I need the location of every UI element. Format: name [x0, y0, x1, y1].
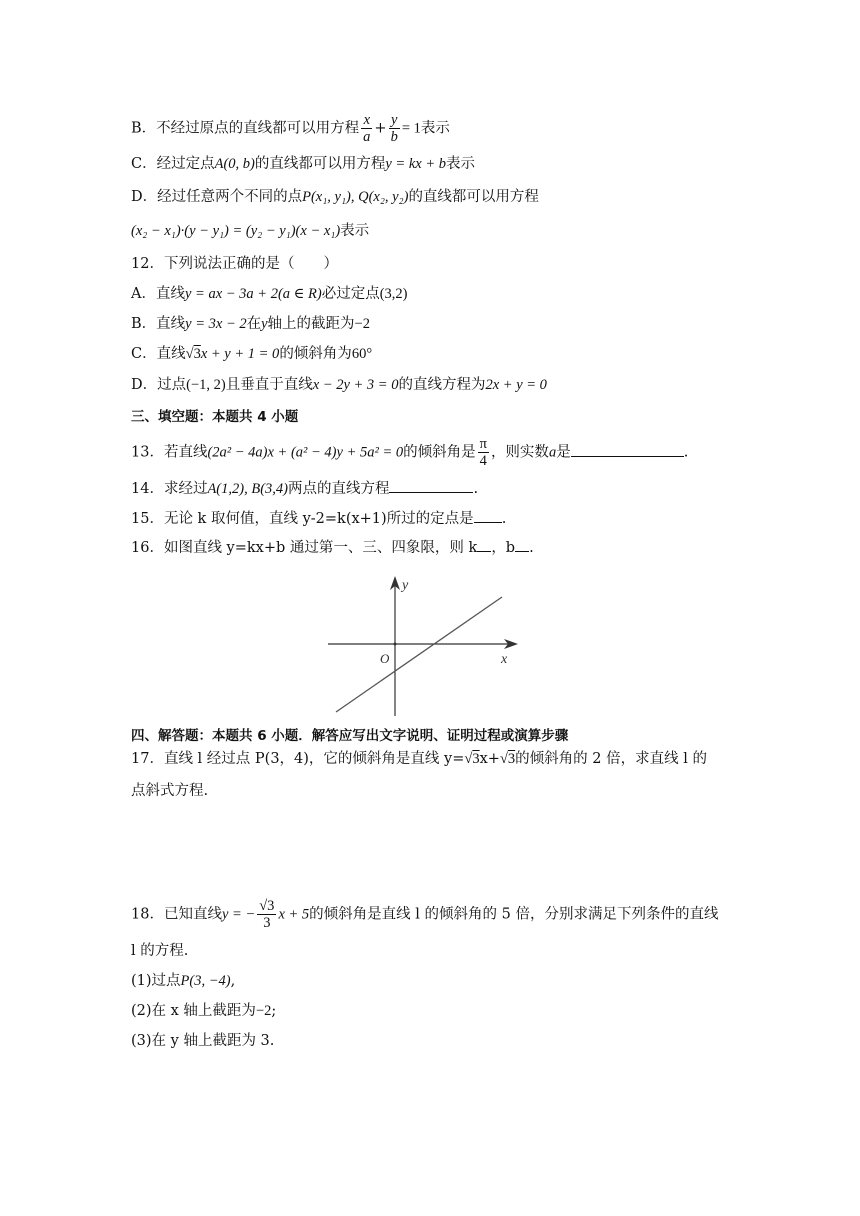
q18-item-1: (1)过点P(3, −4), — [131, 973, 236, 989]
line-y-kx-b — [336, 597, 502, 712]
answer-blank — [389, 478, 473, 493]
q11-option-d: D．经过任意两个不同的点P(x₁, y₁), Q(x₂, y₂)的直线都可以用方程 — [131, 189, 539, 205]
q17-line-1: 17．直线 l 经过点 P(3，4)，它的倾斜角是直线 y=√3x+√3的倾斜角的 2 倍，求直线 l 的 — [131, 751, 707, 767]
q18-item-2: (2)在 x 轴上截距为−2; — [131, 1003, 277, 1019]
q16: 16．如图直线 y=kx+b 通过第一、三、四象限，则 k ，b . — [131, 537, 534, 558]
fraction-sqrt3-over-3: $\frac{√3}{3}$ — [259, 898, 275, 931]
q13: 13．若直线(2a² − 4a)x + (a² − 4)y + 5a² = 0的倾斜角是 $\frac{\pi}{4}$ ，则实数a是 . — [131, 436, 689, 469]
fraction-y-over-b: $\frac{y}{b}$ — [390, 112, 398, 145]
q18-line-1: 18．已知直线y = − $\frac{√3}{3}$ x + 5的倾斜角是直线 l 的倾斜角的 5 倍，分别求满足下列条件的直线 — [131, 898, 719, 931]
q12-option-d: D．过点(−1, 2)且垂直于直线x − 2y + 3 = 0的直线方程为2x + y = 0 — [131, 377, 547, 393]
q18-item-3: (3)在 y 轴上截距为 3. — [131, 1033, 275, 1049]
q11-option-d-equation: (x₂ − x₁)·(y − y₁) = (y₂ − y₁)(x − x₁)表示 — [131, 223, 370, 239]
answer-blank — [571, 442, 684, 457]
origin-label: O — [380, 651, 390, 666]
answer-blank — [474, 508, 502, 523]
answer-blank — [515, 537, 529, 552]
q11-option-b: B．不经过原点的直线都可以用方程 $\frac{x}{a}$ + $\frac{y}{b}$ = 1表示 — [131, 112, 450, 145]
x-axis-label: x — [501, 652, 508, 667]
fraction-x-over-a: $\frac{x}{a}$ — [363, 112, 371, 145]
q12-stem: 12．下列说法正确的是（ ） — [131, 256, 338, 272]
section-3-heading: 三、填空题：本题共 4 小题 — [131, 409, 299, 425]
y-axis-label: y — [402, 578, 409, 593]
origin-point — [394, 643, 397, 646]
q14: 14．求经过A(1,2), B(3,4)两点的直线方程 . — [131, 478, 478, 499]
q12-option-c: C．直线√3x + y + 1 = 0的倾斜角为60° — [131, 346, 373, 362]
coordinate-figure — [322, 572, 532, 722]
q18-line-2: l 的方程. — [131, 943, 189, 959]
answer-blank — [477, 537, 491, 552]
q12-option-b: B．直线y = 3x − 2在y轴上的截距为−2 — [131, 316, 370, 332]
q15: 15．无论 k 取何值，直线 y-2=k(x+1)所过的定点是 . — [131, 508, 506, 529]
q11-option-c: C．经过定点A(0, b)的直线都可以用方程y = kx + b表示 — [131, 156, 476, 172]
q17-line-2: 点斜式方程. — [131, 783, 209, 799]
q12-option-a: A．直线y = ax − 3a + 2(a ∈ R)必过定点(3,2) — [131, 286, 408, 302]
section-4-heading: 四、解答题：本题共 6 小题．解答应写出文字说明、证明过程或演算步骤 — [131, 728, 569, 744]
fraction-pi-over-4: $\frac{\pi}{4}$ — [479, 436, 487, 469]
